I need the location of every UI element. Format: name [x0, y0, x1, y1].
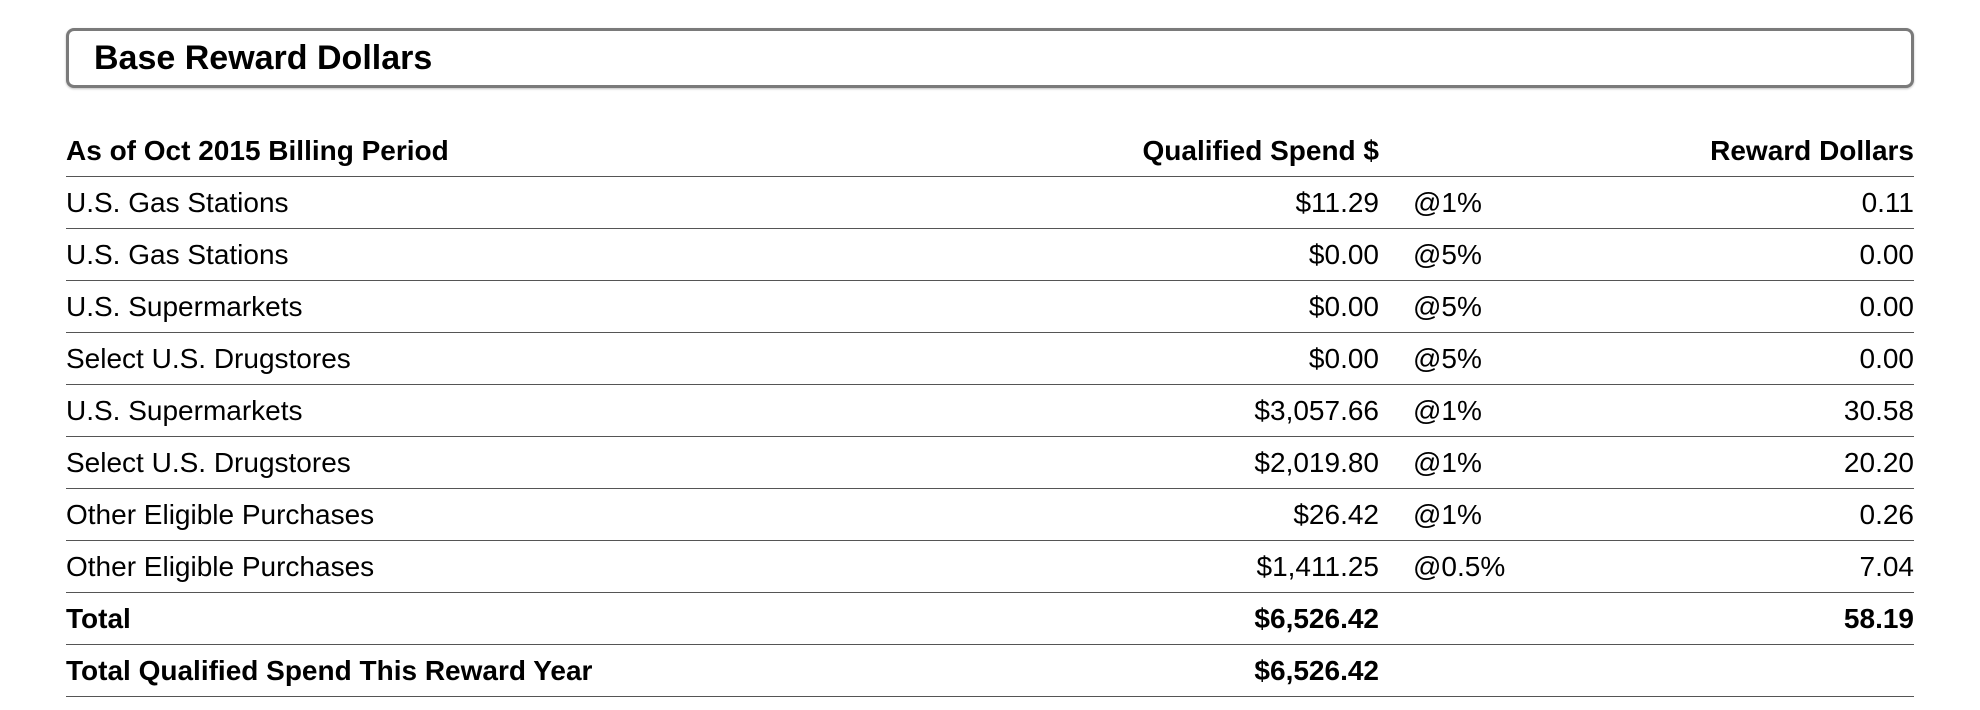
row-rate: @1%: [1413, 395, 1482, 426]
row-spend: $2,019.80: [1254, 447, 1379, 478]
table-row: [66, 541, 1914, 593]
table-row: [66, 437, 1914, 489]
row-category: Select U.S. Drugstores: [66, 343, 351, 374]
row-category: Other Eligible Purchases: [66, 499, 375, 530]
year-total-spend: $6,526.42: [1254, 655, 1379, 686]
row-category: U.S. Supermarkets: [66, 291, 303, 322]
row-rate: @5%: [1413, 239, 1482, 270]
year-total-label: Total Qualified Spend This Reward Year: [66, 655, 593, 686]
section-header: [66, 28, 1914, 88]
table-header-row: [66, 125, 1914, 177]
table-row: [66, 281, 1914, 333]
total-row: [66, 593, 1914, 645]
row-rate: @1%: [1413, 187, 1482, 218]
rewards-table: [66, 125, 1914, 697]
row-spend: $26.42: [1293, 499, 1379, 530]
row-category: U.S. Gas Stations: [66, 187, 289, 218]
row-rate: @1%: [1413, 447, 1482, 478]
row-spend: $11.29: [1295, 187, 1379, 218]
row-spend: $0.00: [1308, 239, 1379, 270]
total-spend: $6,526.42: [1254, 603, 1379, 634]
row-reward: 0.00: [1859, 291, 1914, 322]
header-billing-period: As of Oct 2015 Billing Period: [66, 135, 449, 166]
table-row: [66, 229, 1914, 281]
row-spend: $0.00: [1308, 291, 1379, 322]
row-category: Select U.S. Drugstores: [66, 447, 351, 478]
year-total-row: [66, 645, 1914, 697]
row-category: U.S. Gas Stations: [66, 239, 289, 270]
total-reward: 58.19: [1843, 603, 1914, 634]
row-reward: 20.20: [1843, 447, 1914, 478]
row-reward: 7.04: [1859, 551, 1914, 582]
row-reward: 30.58: [1843, 395, 1914, 426]
table-row: [66, 333, 1914, 385]
table-row: [66, 489, 1914, 541]
row-reward: 0.11: [1861, 187, 1914, 218]
header-qualified-spend: Qualified Spend $: [1142, 135, 1379, 166]
row-spend: $1,411.25: [1256, 551, 1379, 582]
row-category: U.S. Supermarkets: [66, 395, 303, 426]
row-reward: 0.26: [1859, 499, 1914, 530]
table-row: [66, 177, 1914, 229]
row-rate: @1%: [1413, 499, 1482, 530]
row-reward: 0.00: [1859, 343, 1914, 374]
row-rate: @0.5%: [1413, 551, 1506, 582]
table-row: [66, 385, 1914, 437]
row-spend: $0.00: [1308, 343, 1379, 374]
row-spend: $3,057.66: [1254, 395, 1379, 426]
header-reward-dollars: Reward Dollars: [1710, 135, 1914, 166]
row-rate: @5%: [1413, 343, 1482, 374]
section-title: Base Reward Dollars: [94, 39, 433, 77]
row-rate: @5%: [1413, 291, 1482, 322]
row-category: Other Eligible Purchases: [66, 551, 375, 582]
total-label: Total: [66, 603, 131, 634]
row-reward: 0.00: [1859, 239, 1914, 270]
